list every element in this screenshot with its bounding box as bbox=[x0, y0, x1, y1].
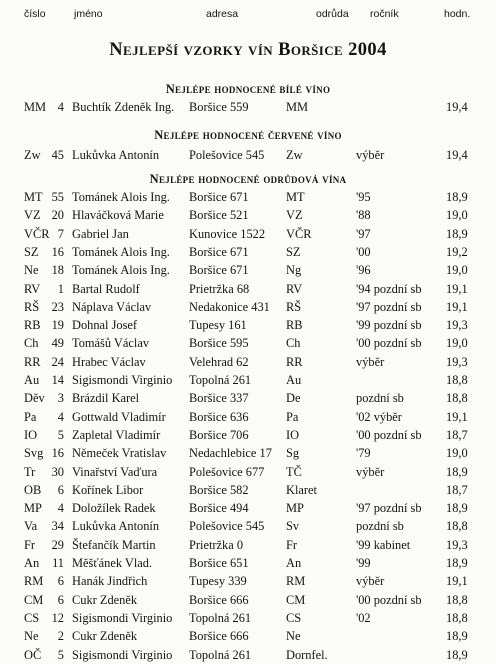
row-name: Doložílek Radek bbox=[72, 501, 156, 516]
table-row bbox=[0, 593, 496, 609]
row-address: Boršice 666 bbox=[189, 629, 249, 644]
row-address: Nedachlebice 17 bbox=[189, 446, 272, 461]
row-name: Bartal Rudolf bbox=[72, 281, 140, 296]
table-row bbox=[0, 574, 496, 590]
row-variety: CM bbox=[286, 592, 306, 607]
row-code: RR bbox=[24, 354, 41, 369]
row-vintage: '88 bbox=[356, 208, 371, 223]
row-code: OČ bbox=[24, 647, 42, 662]
row-name: Kořínek Libor bbox=[72, 482, 144, 497]
row-name: Němeček Vratislav bbox=[72, 446, 167, 461]
row-variety: IO bbox=[286, 427, 300, 442]
row-code: Ch bbox=[24, 336, 39, 351]
row-code: Zw bbox=[24, 148, 41, 162]
section-title: Nejlépe hodnocené odrůdová vína bbox=[149, 172, 347, 186]
table-row bbox=[0, 100, 496, 116]
row-score: 19,4 bbox=[446, 148, 468, 162]
row-name: Sigismondi Virginio bbox=[72, 647, 173, 662]
row-score: 18,7 bbox=[446, 427, 468, 442]
row-vintage: '99 kabinet bbox=[356, 537, 411, 552]
row-address: Polešovice 545 bbox=[189, 519, 265, 534]
table-row bbox=[0, 611, 496, 627]
row-address: Boršice 671 bbox=[189, 244, 249, 259]
row-vintage: '95 bbox=[356, 190, 371, 204]
row-number: 12 bbox=[51, 610, 64, 625]
table-row bbox=[0, 465, 496, 481]
header-cislo: číslo bbox=[24, 8, 46, 20]
row-number: 4 bbox=[57, 100, 64, 114]
row-vintage: '96 bbox=[356, 263, 371, 278]
row-code: MT bbox=[24, 190, 43, 204]
row-address: Boršice 671 bbox=[189, 190, 249, 204]
row-address: Boršice 521 bbox=[189, 208, 249, 223]
row-address: Boršice 559 bbox=[189, 100, 249, 114]
row-code: VZ bbox=[24, 208, 41, 223]
row-name: Tománek Alois Ing. bbox=[72, 244, 170, 259]
row-number: 6 bbox=[57, 482, 64, 497]
row-score: 19,3 bbox=[446, 537, 468, 552]
row-address: Kunovice 1522 bbox=[189, 226, 266, 241]
row-name: Buchtík Zdeněk Ing. bbox=[72, 100, 175, 114]
row-number: 23 bbox=[51, 299, 64, 314]
row-code: SZ bbox=[24, 244, 39, 259]
row-code: Pa bbox=[24, 409, 37, 424]
table-row bbox=[0, 245, 496, 261]
document-title: Nejlepší vzorky vín Boršice 2004 bbox=[109, 40, 387, 60]
row-vintage: pozdní sb bbox=[356, 391, 404, 406]
table-row bbox=[0, 190, 496, 206]
row-vintage: '97 pozdní sb bbox=[356, 299, 422, 314]
row-score: 19,1 bbox=[446, 281, 468, 296]
row-address: Boršice 651 bbox=[189, 556, 249, 570]
section-title: Nejlépe hodnocené červené víno bbox=[154, 128, 342, 142]
row-score: 18,9 bbox=[446, 226, 468, 241]
row-number: 45 bbox=[51, 148, 64, 162]
row-number: 4 bbox=[57, 501, 64, 516]
row-code: MM bbox=[24, 100, 47, 114]
row-vintage: '97 bbox=[356, 226, 371, 241]
row-score: 18,8 bbox=[446, 373, 468, 387]
row-name: Měšťánek Vlad. bbox=[72, 556, 153, 570]
table-row bbox=[0, 373, 496, 389]
row-vintage: '00 pozdní sb bbox=[356, 336, 422, 351]
row-score: 18,9 bbox=[446, 647, 468, 662]
row-variety: Sg bbox=[286, 446, 300, 461]
row-number: 16 bbox=[51, 446, 64, 461]
row-name: Lukůvka Antonín bbox=[72, 148, 160, 162]
row-code: RB bbox=[24, 318, 41, 333]
table-row bbox=[0, 282, 496, 298]
row-address: Tupesy 339 bbox=[189, 574, 247, 589]
row-code: RM bbox=[24, 574, 44, 589]
header-adresa: adresa bbox=[206, 8, 239, 20]
table-row bbox=[0, 336, 496, 352]
table-row bbox=[0, 483, 496, 499]
row-score: 18,9 bbox=[446, 556, 468, 570]
row-variety: RV bbox=[286, 281, 303, 296]
row-variety: Ne bbox=[286, 629, 301, 644]
row-variety: Pa bbox=[286, 409, 299, 424]
table-row bbox=[0, 556, 496, 572]
row-code: RŠ bbox=[24, 299, 40, 314]
row-number: 20 bbox=[51, 208, 64, 223]
row-code: IO bbox=[24, 427, 38, 442]
row-variety: Zw bbox=[286, 148, 303, 162]
row-code: Děv bbox=[24, 391, 45, 406]
table-row bbox=[0, 501, 496, 517]
table-row bbox=[0, 227, 496, 243]
row-address: Topolná 261 bbox=[189, 610, 252, 625]
row-vintage: '02 výběr bbox=[356, 409, 402, 424]
row-vintage: pozdní sb bbox=[356, 519, 404, 534]
row-name: Brázdil Karel bbox=[72, 391, 140, 406]
row-score: 19,3 bbox=[446, 354, 468, 369]
row-score: 18,8 bbox=[446, 592, 468, 607]
row-score: 19,0 bbox=[446, 446, 468, 461]
row-code: Fr bbox=[24, 537, 36, 552]
row-code: CS bbox=[24, 610, 40, 625]
row-code: Tr bbox=[24, 464, 36, 479]
row-name: Náplava Václav bbox=[72, 299, 152, 314]
row-variety: VZ bbox=[286, 208, 303, 223]
row-variety: Sv bbox=[286, 519, 300, 534]
row-number: 29 bbox=[51, 537, 64, 552]
row-code: Au bbox=[24, 373, 40, 387]
row-address: Nedakonice 431 bbox=[189, 299, 270, 314]
row-variety: An bbox=[286, 556, 302, 570]
row-name: Vinařství Vaďura bbox=[72, 464, 158, 479]
row-vintage: '00 bbox=[356, 244, 371, 259]
row-address: Boršice 595 bbox=[189, 336, 249, 351]
row-variety: RŠ bbox=[286, 299, 302, 314]
row-variety: TČ bbox=[286, 464, 302, 479]
row-name: Cukr Zdeněk bbox=[72, 629, 138, 644]
row-name: Lukůvka Antonín bbox=[72, 519, 160, 534]
row-variety: SZ bbox=[286, 244, 301, 259]
row-name: Zapletal Vladimír bbox=[72, 427, 161, 442]
row-variety: Dornfel. bbox=[286, 647, 328, 662]
row-name: Hlaváčková Marie bbox=[72, 208, 164, 223]
row-name: Sigismondi Virginio bbox=[72, 610, 173, 625]
row-name: Hanák Jindřich bbox=[72, 574, 148, 589]
row-address: Polešovice 677 bbox=[189, 464, 265, 479]
row-score: 18,9 bbox=[446, 190, 468, 204]
row-vintage: '00 pozdní sb bbox=[356, 592, 422, 607]
row-address: Boršice 337 bbox=[189, 391, 249, 406]
row-score: 18,9 bbox=[446, 501, 468, 516]
row-name: Sigismondi Virginio bbox=[72, 373, 173, 387]
row-variety: Fr bbox=[286, 537, 298, 552]
row-code: An bbox=[24, 556, 40, 570]
row-number: 5 bbox=[57, 427, 64, 442]
row-number: 6 bbox=[57, 574, 64, 589]
row-score: 19,0 bbox=[446, 336, 468, 351]
table-row bbox=[0, 148, 496, 164]
table-row bbox=[0, 410, 496, 426]
row-number: 5 bbox=[57, 647, 64, 662]
row-address: Boršice 494 bbox=[189, 501, 249, 516]
header-jmeno: jméno bbox=[74, 8, 103, 20]
row-number: 30 bbox=[51, 464, 64, 479]
row-variety: Ch bbox=[286, 336, 301, 351]
table-row bbox=[0, 208, 496, 224]
row-name: Tománek Alois Ing. bbox=[72, 190, 170, 204]
row-score: 19,2 bbox=[446, 244, 468, 259]
row-vintage: '99 pozdní sb bbox=[356, 318, 422, 333]
table-row bbox=[0, 519, 496, 535]
row-name: Tománek Alois Ing. bbox=[72, 263, 170, 278]
table-row bbox=[0, 629, 496, 645]
row-vintage: výběr bbox=[356, 148, 385, 162]
row-score: 19,0 bbox=[446, 263, 468, 278]
row-number: 19 bbox=[51, 318, 64, 333]
row-address: Velehrad 62 bbox=[189, 354, 249, 369]
row-number: 16 bbox=[51, 244, 64, 259]
header-rocnik: ročník bbox=[370, 8, 399, 20]
row-number: 55 bbox=[51, 190, 64, 204]
row-score: 19,0 bbox=[446, 208, 468, 223]
row-name: Tomášů Václav bbox=[72, 336, 150, 351]
row-variety: Au bbox=[286, 373, 302, 387]
row-score: 19,3 bbox=[446, 318, 468, 333]
row-address: Topolná 261 bbox=[189, 373, 252, 387]
row-score: 18,9 bbox=[446, 464, 468, 479]
row-vintage: výběr bbox=[356, 574, 385, 589]
row-vintage: '00 pozdní sb bbox=[356, 427, 422, 442]
row-address: Tupesy 161 bbox=[189, 318, 247, 333]
row-code: CM bbox=[24, 592, 44, 607]
row-code: Svg bbox=[24, 446, 44, 461]
row-address: Boršice 706 bbox=[189, 427, 249, 442]
row-score: 18,8 bbox=[446, 519, 468, 534]
table-row bbox=[0, 446, 496, 462]
table-row bbox=[0, 391, 496, 407]
row-score: 19,1 bbox=[446, 409, 468, 424]
column-header-row bbox=[0, 8, 496, 22]
row-variety: MM bbox=[286, 100, 309, 114]
header-odruda: odrůda bbox=[316, 8, 349, 20]
row-address: Boršice 671 bbox=[189, 263, 249, 278]
row-code: Ne bbox=[24, 263, 39, 278]
row-variety: MT bbox=[286, 190, 305, 204]
row-number: 18 bbox=[51, 263, 64, 278]
row-name: Dohnal Josef bbox=[72, 318, 138, 333]
row-variety: RB bbox=[286, 318, 303, 333]
row-variety: RM bbox=[286, 574, 306, 589]
row-address: Topolná 261 bbox=[189, 647, 252, 662]
row-name: Cukr Zdeněk bbox=[72, 592, 138, 607]
row-number: 3 bbox=[57, 391, 64, 406]
table-row bbox=[0, 318, 496, 334]
row-score: 19,4 bbox=[446, 100, 468, 114]
row-score: 18,7 bbox=[446, 482, 468, 497]
row-vintage: výběr bbox=[356, 354, 385, 369]
row-code: Va bbox=[24, 519, 38, 534]
row-score: 18,8 bbox=[446, 610, 468, 625]
table-row bbox=[0, 538, 496, 554]
row-score: 19,1 bbox=[446, 574, 468, 589]
row-code: Ne bbox=[24, 629, 39, 644]
row-number: 24 bbox=[51, 354, 64, 369]
row-address: Boršice 666 bbox=[189, 592, 249, 607]
row-code: RV bbox=[24, 281, 41, 296]
row-code: VČR bbox=[24, 226, 50, 241]
row-variety: RR bbox=[286, 354, 303, 369]
table-row bbox=[0, 428, 496, 444]
row-vintage: výběr bbox=[356, 464, 385, 479]
row-variety: De bbox=[286, 391, 301, 406]
table-row bbox=[0, 355, 496, 371]
row-vintage: '97 pozdní sb bbox=[356, 501, 422, 516]
row-variety: MP bbox=[286, 501, 304, 516]
row-variety: VČR bbox=[286, 226, 312, 241]
row-address: Boršice 582 bbox=[189, 482, 249, 497]
table-row bbox=[0, 263, 496, 279]
row-number: 6 bbox=[57, 592, 64, 607]
row-number: 7 bbox=[57, 226, 64, 241]
row-name: Gottwald Vladimír bbox=[72, 409, 166, 424]
row-vintage: '79 bbox=[356, 446, 371, 461]
table-row bbox=[0, 300, 496, 316]
row-code: OB bbox=[24, 482, 42, 497]
row-vintage: '02 bbox=[356, 610, 371, 625]
row-name: Gabriel Jan bbox=[72, 226, 129, 241]
row-score: 18,9 bbox=[446, 629, 468, 644]
row-number: 1 bbox=[57, 281, 64, 296]
row-address: Prietržka 0 bbox=[189, 537, 244, 552]
row-number: 34 bbox=[51, 519, 64, 534]
row-variety: Klaret bbox=[286, 482, 317, 497]
row-vintage: '99 bbox=[356, 556, 371, 570]
row-number: 11 bbox=[52, 556, 64, 570]
row-variety: Ng bbox=[286, 263, 302, 278]
row-number: 14 bbox=[51, 373, 64, 387]
row-score: 18,8 bbox=[446, 391, 468, 406]
row-vintage: '94 pozdní sb bbox=[356, 281, 422, 296]
row-address: Prietržka 68 bbox=[189, 281, 250, 296]
row-address: Polešovice 545 bbox=[189, 148, 265, 162]
row-number: 4 bbox=[57, 409, 64, 424]
row-number: 49 bbox=[51, 336, 64, 351]
section-title: Nejlépe hodnocené bílé víno bbox=[165, 82, 331, 96]
header-hodn: hodn. bbox=[444, 8, 471, 20]
row-name: Hrabec Václav bbox=[72, 354, 146, 369]
row-code: MP bbox=[24, 501, 42, 516]
row-name: Štefančík Martin bbox=[72, 537, 156, 552]
row-score: 19,1 bbox=[446, 299, 468, 314]
row-address: Boršice 636 bbox=[189, 409, 249, 424]
row-variety: CS bbox=[286, 610, 302, 625]
row-number: 2 bbox=[57, 629, 64, 644]
